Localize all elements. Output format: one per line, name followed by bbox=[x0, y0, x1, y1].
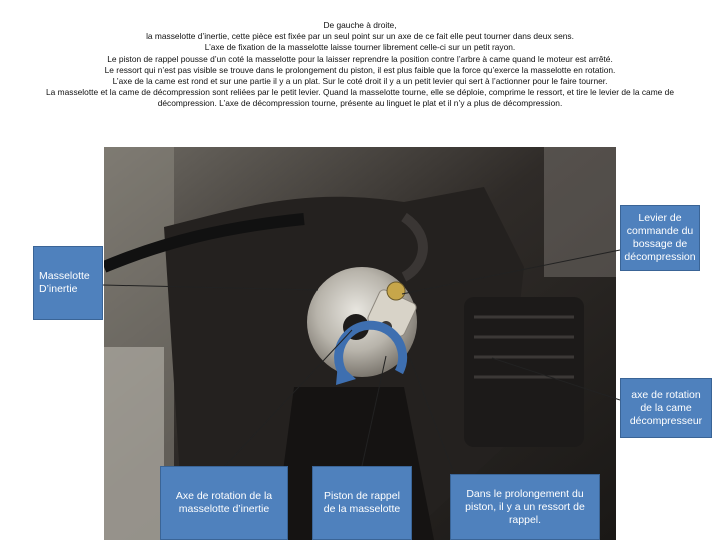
leader-lever bbox=[402, 250, 620, 294]
intro-line: L’axe de la came est rond et sur une partie il y a un plat. Sur le coté droit il y a un petit levier qui sert à l’actionner pour le faire tourner. bbox=[112, 76, 608, 87]
intro-line: La masselotte et la came de décompression sont reliées par le petit levier. Quand la masselotte tourne, elle se déploie, comprime le ressort, et tire le levier de la came de décompression. L’axe de décompression tourne, présente au linguet le plat et il n’y a plus de décompression. bbox=[46, 87, 674, 109]
callout-rotation-axis bbox=[160, 466, 288, 540]
callout-spring-text: Dans le prolongement du piston, il y a un ressort de rappel. bbox=[465, 487, 585, 526]
leader-rotation-axis bbox=[225, 330, 352, 466]
leader-cam-axis bbox=[492, 358, 620, 400]
callout-lever bbox=[620, 205, 700, 271]
intro-line: la masselotte d’inertie, cette pièce est fixée par un seul point sur un axe de ce fait elle peut tourner dans deux sens. bbox=[146, 31, 574, 42]
intro-line: Le ressort qui n’est pas visible se trouve dans le prolongement du piston, il est plus faible que la force qu’exerce la masselotte en rotation. bbox=[104, 64, 616, 75]
callout-rotation-axis-text: Axe de rotation de la masselotte d’inertie bbox=[175, 490, 273, 515]
intro-line: L’axe de fixation de la masselotte laisse tourner librement celle-ci sur un petit rayon. bbox=[204, 42, 516, 53]
callout-piston bbox=[312, 466, 412, 540]
callout-masselotte bbox=[33, 246, 103, 320]
callout-spring bbox=[450, 474, 600, 540]
leader-piston bbox=[362, 356, 386, 466]
intro-line: Le piston de rappel pousse d’un coté la masselotte pour la laisser reprendre la position contre l’arbre à came quand le moteur est arrêté. bbox=[107, 53, 613, 64]
callout-lever-text: Levier de commande du bossage de décompression bbox=[624, 212, 696, 263]
leader-masselotte bbox=[103, 285, 318, 290]
callout-cam-axis bbox=[620, 378, 712, 438]
callout-masselotte-text: Masselotte D’inertie bbox=[39, 270, 90, 295]
intro-line: De gauche à droite, bbox=[323, 20, 397, 30]
callout-piston-text: Piston de rappel de la masselotte bbox=[323, 490, 401, 515]
leader-spring bbox=[410, 358, 455, 476]
callout-cam-axis-text: axe de rotation de la came décompresseur bbox=[629, 388, 703, 427]
